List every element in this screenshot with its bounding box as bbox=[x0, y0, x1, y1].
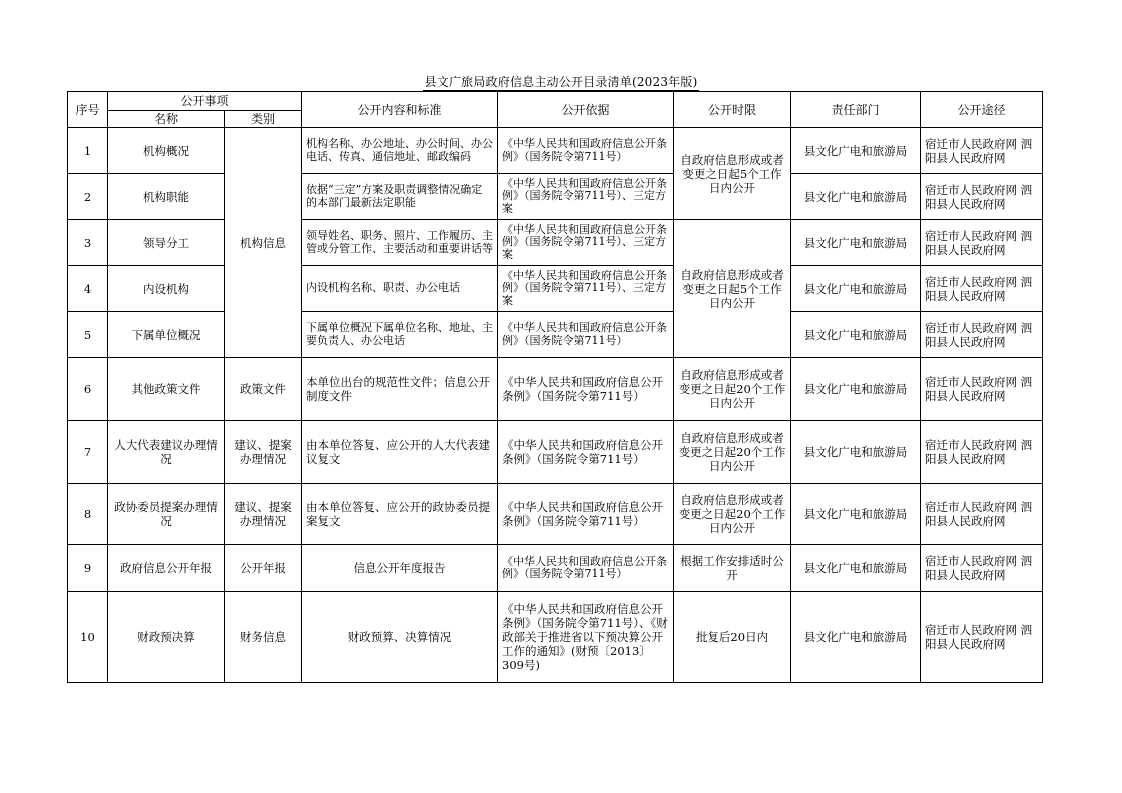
cell-name: 人大代表建议办理情况 bbox=[108, 421, 225, 484]
cell-category: 公开年报 bbox=[225, 545, 302, 592]
cell-department: 县文化广电和旅游局 bbox=[791, 220, 921, 266]
cell-no: 10 bbox=[68, 592, 108, 683]
cell-basis: 《中华人民共和国政府信息公开条例》（国务院令第711号） bbox=[498, 421, 674, 484]
cell-channel: 宿迁市人民政府网 泗阳县人民政府网 bbox=[921, 220, 1043, 266]
cell-department: 县文化广电和旅游局 bbox=[791, 312, 921, 358]
cell-category: 财务信息 bbox=[225, 592, 302, 683]
cell-department: 县文化广电和旅游局 bbox=[791, 545, 921, 592]
cell-channel: 宿迁市人民政府网 泗阳县人民政府网 bbox=[921, 545, 1043, 592]
cell-channel: 宿迁市人民政府网 泗阳县人民政府网 bbox=[921, 484, 1043, 545]
cell-category: 建议、提案办理情况 bbox=[225, 421, 302, 484]
cell-content: 机构名称、办公地址、办公时间、办公电话、传真、通信地址、邮政编码 bbox=[302, 128, 498, 174]
disclosure-catalog-table bbox=[67, 91, 1043, 683]
cell-name: 政协委员提案办理情况 bbox=[108, 484, 225, 545]
cell-content: 由本单位答复、应公开的人大代表建议复文 bbox=[302, 421, 498, 484]
cell-time-limit: 自政府信息形成或者变更之日起5个工作日内公开 bbox=[674, 128, 791, 220]
cell-basis: 《中华人民共和国政府信息公开条例》（国务院令第711号） bbox=[498, 358, 674, 421]
cell-content: 信息公开年度报告 bbox=[302, 545, 498, 592]
cell-name: 领导分工 bbox=[108, 220, 225, 266]
cell-time-limit: 批复后20日内 bbox=[674, 592, 791, 683]
header-content: 公开内容和标准 bbox=[302, 92, 498, 128]
cell-no: 3 bbox=[68, 220, 108, 266]
cell-department: 县文化广电和旅游局 bbox=[791, 484, 921, 545]
cell-no: 8 bbox=[68, 484, 108, 545]
cell-content: 内设机构名称、职责、办公电话 bbox=[302, 266, 498, 312]
cell-basis: 《中华人民共和国政府信息公开条例》（国务院令第711号） bbox=[498, 312, 674, 358]
cell-basis: 《中华人民共和国政府信息公开条例》（国务院令第711号） bbox=[498, 545, 674, 592]
table-row bbox=[68, 266, 1043, 312]
cell-basis: 《中华人民共和国政府信息公开条例》（国务院令第711号）、三定方案 bbox=[498, 266, 674, 312]
table-row bbox=[68, 484, 1043, 545]
cell-channel: 宿迁市人民政府网 泗阳县人民政府网 bbox=[921, 312, 1043, 358]
cell-department: 县文化广电和旅游局 bbox=[791, 421, 921, 484]
cell-basis: 《中华人民共和国政府信息公开条例》（国务院令第711号）、三定方案 bbox=[498, 220, 674, 266]
cell-no: 6 bbox=[68, 358, 108, 421]
cell-content: 领导姓名、职务、照片、工作履历、主管或分管工作、主要活动和重要讲话等 bbox=[302, 220, 498, 266]
cell-name: 下属单位概况 bbox=[108, 312, 225, 358]
cell-channel: 宿迁市人民政府网 泗阳县人民政府网 bbox=[921, 174, 1043, 220]
cell-category: 建议、提案办理情况 bbox=[225, 484, 302, 545]
header-item-group: 公开事项 bbox=[108, 92, 302, 111]
document-title: 县文广旅局政府信息主动公开目录清单(2023年版) bbox=[424, 75, 698, 89]
cell-channel: 宿迁市人民政府网 泗阳县人民政府网 bbox=[921, 128, 1043, 174]
cell-name: 财政预决算 bbox=[108, 592, 225, 683]
cell-department: 县文化广电和旅游局 bbox=[791, 266, 921, 312]
cell-time-limit: 自政府信息形成或者变更之日起5个工作日内公开 bbox=[674, 220, 791, 358]
header-department: 责任部门 bbox=[791, 92, 921, 128]
cell-channel: 宿迁市人民政府网 泗阳县人民政府网 bbox=[921, 421, 1043, 484]
cell-basis: 《中华人民共和国政府信息公开条例》（国务院令第711号）、三定方案 bbox=[498, 174, 674, 220]
cell-name: 机构概况 bbox=[108, 128, 225, 174]
cell-no: 2 bbox=[68, 174, 108, 220]
cell-no: 1 bbox=[68, 128, 108, 174]
cell-name: 其他政策文件 bbox=[108, 358, 225, 421]
cell-basis: 《中华人民共和国政府信息公开条例》（国务院令第711号）、《财政部关于推进省以下预决算公开工作的通知》(财预〔2013〕309号) bbox=[498, 592, 674, 683]
table-row bbox=[68, 592, 1043, 683]
header-name: 名称 bbox=[108, 111, 225, 128]
cell-content: 本单位出台的规范性文件；信息公开制度文件 bbox=[302, 358, 498, 421]
cell-category: 机构信息 bbox=[225, 128, 302, 358]
header-category: 类别 bbox=[225, 111, 302, 128]
cell-no: 9 bbox=[68, 545, 108, 592]
cell-name: 政府信息公开年报 bbox=[108, 545, 225, 592]
cell-time-limit: 自政府信息形成或者变更之日起20个工作日内公开 bbox=[674, 421, 791, 484]
cell-department: 县文化广电和旅游局 bbox=[791, 592, 921, 683]
cell-content: 下属单位概况下属单位名称、地址、主要负责人、办公电话 bbox=[302, 312, 498, 358]
cell-channel: 宿迁市人民政府网 泗阳县人民政府网 bbox=[921, 358, 1043, 421]
cell-no: 7 bbox=[68, 421, 108, 484]
cell-channel: 宿迁市人民政府网 泗阳县人民政府网 bbox=[921, 266, 1043, 312]
cell-no: 5 bbox=[68, 312, 108, 358]
cell-department: 县文化广电和旅游局 bbox=[791, 128, 921, 174]
cell-content: 依据“三定”方案及职责调整情况确定的本部门最新法定职能 bbox=[302, 174, 498, 220]
table-row bbox=[68, 312, 1043, 358]
header-basis: 公开依据 bbox=[498, 92, 674, 128]
header-row bbox=[68, 92, 1043, 111]
cell-content: 财政预算、决算情况 bbox=[302, 592, 498, 683]
cell-basis: 《中华人民共和国政府信息公开条例》（国务院令第711号） bbox=[498, 484, 674, 545]
cell-department: 县文化广电和旅游局 bbox=[791, 358, 921, 421]
table-row bbox=[68, 174, 1043, 220]
cell-content: 由本单位答复、应公开的政协委员提案复文 bbox=[302, 484, 498, 545]
cell-basis: 《中华人民共和国政府信息公开条例》（国务院令第711号） bbox=[498, 128, 674, 174]
cell-name: 内设机构 bbox=[108, 266, 225, 312]
table-row bbox=[68, 358, 1043, 421]
table-row bbox=[68, 220, 1043, 266]
table-row bbox=[68, 545, 1043, 592]
cell-time-limit: 自政府信息形成或者变更之日起20个工作日内公开 bbox=[674, 358, 791, 421]
header-channel: 公开途径 bbox=[921, 92, 1043, 128]
cell-time-limit: 自政府信息形成或者变更之日起20个工作日内公开 bbox=[674, 484, 791, 545]
table-row bbox=[68, 128, 1043, 174]
header-no: 序号 bbox=[68, 92, 108, 128]
cell-department: 县文化广电和旅游局 bbox=[791, 174, 921, 220]
cell-category: 政策文件 bbox=[225, 358, 302, 421]
cell-channel: 宿迁市人民政府网 泗阳县人民政府网 bbox=[921, 592, 1043, 683]
cell-time-limit: 根据工作安排适时公开 bbox=[674, 545, 791, 592]
cell-no: 4 bbox=[68, 266, 108, 312]
table-row bbox=[68, 421, 1043, 484]
header-time-limit: 公开时限 bbox=[674, 92, 791, 128]
cell-name: 机构职能 bbox=[108, 174, 225, 220]
